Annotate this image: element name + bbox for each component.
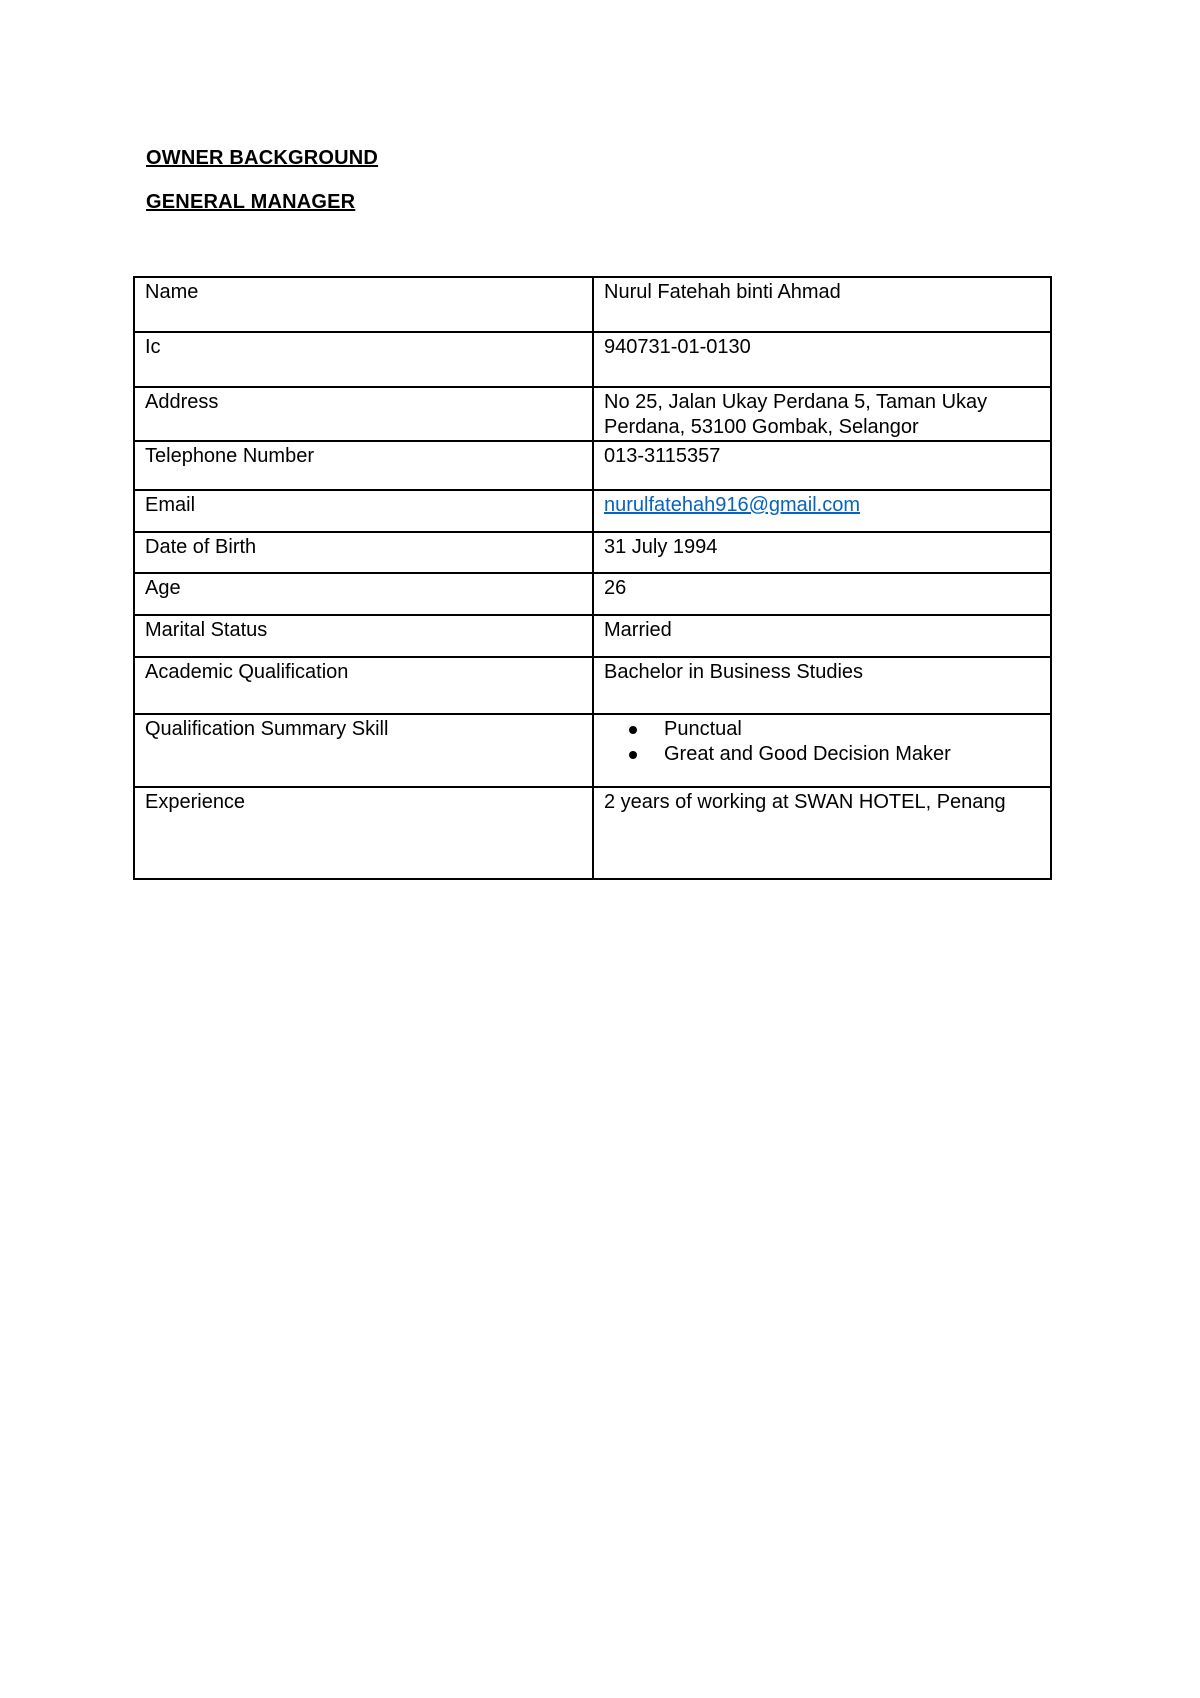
skills-list [604, 717, 1040, 767]
row-label: Email [134, 490, 593, 532]
table-row [134, 277, 1051, 332]
table-row [134, 441, 1051, 490]
section-heading-owner-background: OWNER BACKGROUND [146, 147, 379, 169]
row-value: 31 July 1994 [593, 532, 1051, 573]
row-label: Ic [134, 332, 593, 387]
row-value [593, 714, 1051, 787]
email-link[interactable]: nurulfatehah916@gmail.com [604, 494, 861, 516]
section-heading-general-manager: GENERAL MANAGER [146, 191, 356, 213]
row-value: Married [593, 615, 1051, 657]
row-label: Marital Status [134, 615, 593, 657]
row-value [593, 490, 1051, 532]
row-label: Age [134, 573, 593, 615]
list-item: Punctual [664, 717, 1040, 742]
row-value: 013-3115357 [593, 441, 1051, 490]
row-label: Address [134, 387, 593, 441]
row-value: 26 [593, 573, 1051, 615]
row-label: Date of Birth [134, 532, 593, 573]
table-row [134, 490, 1051, 532]
row-value: 2 years of working at SWAN HOTEL, Penang [593, 787, 1051, 879]
table-row [134, 657, 1051, 714]
row-label: Academic Qualification [134, 657, 593, 714]
row-label: Name [134, 277, 593, 332]
row-value: No 25, Jalan Ukay Perdana 5, Taman Ukay Perdana, 53100 Gombak, Selangor [593, 387, 1051, 441]
table-row [134, 532, 1051, 573]
table-row [134, 387, 1051, 441]
table-row [134, 332, 1051, 387]
row-value: Nurul Fatehah binti Ahmad [593, 277, 1051, 332]
table-row [134, 714, 1051, 787]
row-value: 940731-01-0130 [593, 332, 1051, 387]
row-label: Qualification Summary Skill [134, 714, 593, 787]
owner-info-table [133, 276, 1052, 880]
table-row [134, 787, 1051, 879]
row-label: Telephone Number [134, 441, 593, 490]
table-row [134, 615, 1051, 657]
row-value: Bachelor in Business Studies [593, 657, 1051, 714]
row-label: Experience [134, 787, 593, 879]
table-row [134, 573, 1051, 615]
list-item: Great and Good Decision Maker [664, 742, 1040, 767]
